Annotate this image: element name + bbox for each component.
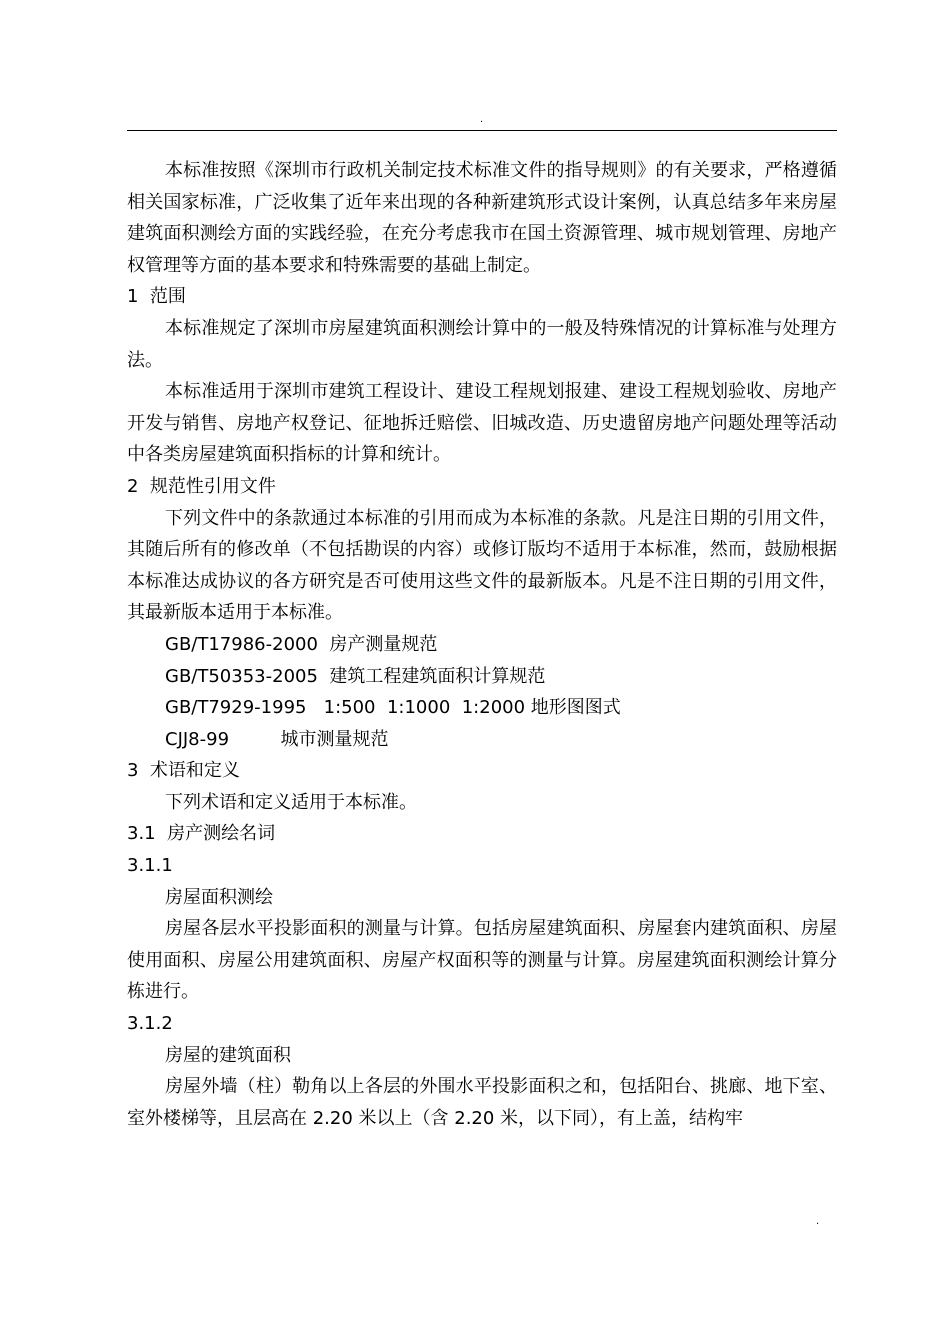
- section-heading-scope: 1 范围: [127, 286, 186, 308]
- document-body: [127, 155, 837, 1134]
- reference-title: 1:500 1:1000 1:2000 地形图图式: [323, 697, 621, 719]
- reference-title: 城市测量规范: [280, 728, 389, 750]
- footer-dot: .: [816, 1216, 820, 1227]
- reference-item: [127, 629, 837, 661]
- scope-paragraph-1: 本标准规定了深圳市房屋建筑面积测绘计算中的一般及特殊情况的计算标准与处理方法。: [127, 317, 837, 371]
- reference-code: GB/T17986-2000: [165, 633, 330, 655]
- term-definition: 房屋外墙（柱）勒角以上各层的外围水平投影面积之和，包括阳台、挑廊、地下室、室外楼梯等，且层高在 2.20 米以上（含 2.20 米，以下同），有上盖，结构牢: [127, 1076, 837, 1129]
- subsection-heading: 3.1 房产测绘名词: [127, 823, 276, 845]
- scope-paragraph-2: 本标准适用于深圳市建筑工程设计、建设工程规划报建、建设工程规划验收、房地产开发与销售、房地产权登记、征地拆迁赔偿、旧城改造、历史遗留房地产问题处理等活动中各类房屋建筑面积指标的计算和统计。: [127, 381, 837, 466]
- term-name: 房屋的建筑面积: [165, 1044, 291, 1066]
- reference-item: [127, 661, 837, 693]
- term-number: 3.1.1: [127, 855, 173, 877]
- references-paragraph: 下列文件中的条款通过本标准的引用而成为本标准的条款。凡是注日期的引用文件，其随后所有的修改单（不包括勘误的内容）或修订版均不适用于本标准，然而，鼓励根据本标准达成协议的各方研究是否可使用这些文件的最新版本。凡是不注日期的引用文件，其最新版本适用于本标准。: [127, 507, 837, 624]
- term-definition: 房屋各层水平投影面积的测量与计算。包括房屋建筑面积、房屋套内建筑面积、房屋使用面积、房屋公用建筑面积、房屋产权面积等的测量与计算。房屋建筑面积测绘计算分栋进行。: [127, 918, 837, 1003]
- reference-item: [127, 692, 837, 724]
- reference-code: GB/T7929-1995: [165, 697, 324, 719]
- reference-title: 建筑工程建筑面积计算规范: [329, 665, 546, 687]
- term-name: 房屋面积测绘: [165, 886, 273, 908]
- reference-item: [127, 724, 837, 756]
- term-number: 3.1.2: [127, 1013, 173, 1035]
- reference-code: GB/T50353-2005: [165, 665, 330, 687]
- intro-paragraph: 本标准按照《深圳市行政机关制定技术标准文件的指导规则》的有关要求，严格遵循相关国家标准，广泛收集了近年来出现的各种新建筑形式设计案例，认真总结多年来房屋建筑面积测绘方面的实践经验，在充分考虑我市在国土资源管理、城市规划管理、房地产权管理等方面的基本要求和特殊需要的基础上制定。: [127, 160, 837, 276]
- section-heading-terms: 3 术语和定义: [127, 760, 240, 782]
- reference-code: CJJ8-99: [165, 728, 281, 750]
- terms-intro: 下列术语和定义适用于本标准。: [165, 791, 417, 813]
- header-rule: [127, 130, 837, 131]
- section-heading-references: 2 规范性引用文件: [127, 475, 276, 497]
- header-dot: .: [480, 114, 484, 125]
- reference-title: 房产测量规范: [329, 633, 438, 655]
